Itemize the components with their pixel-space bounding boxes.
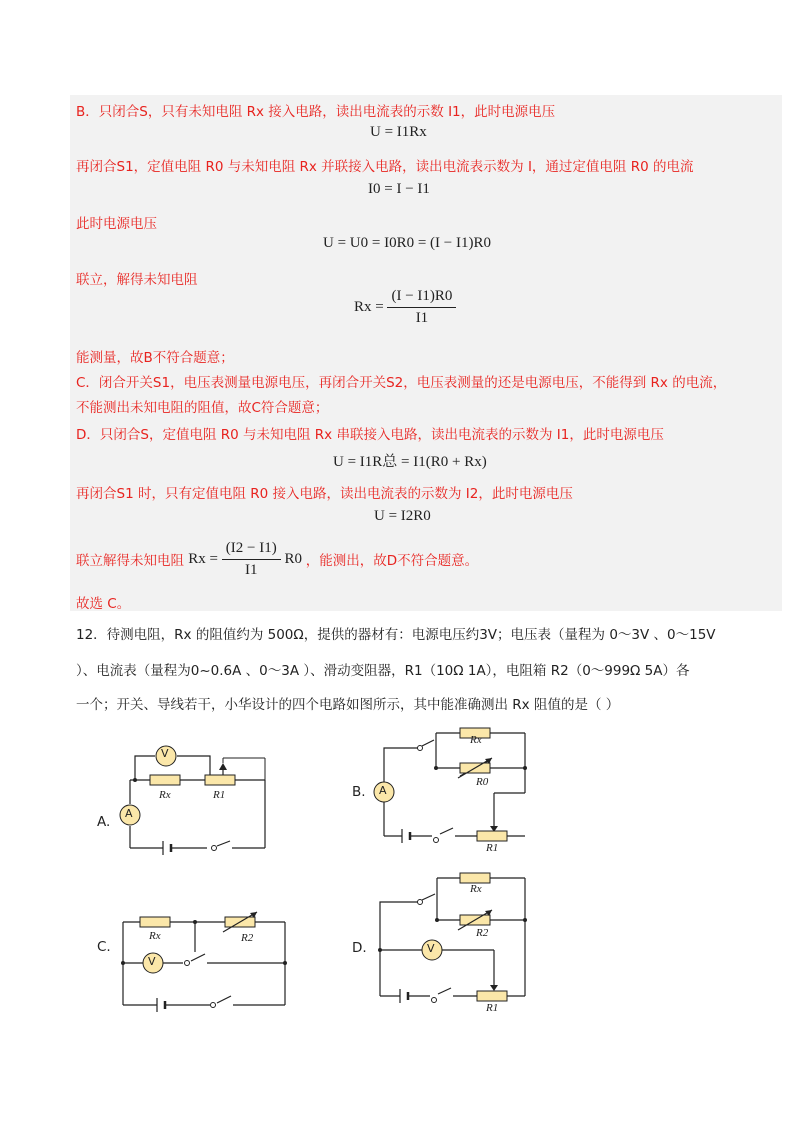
solution-d-combine-pre: 联立解得未知电阻 [76,552,184,569]
solution-b-conclusion: 能测量，故B不符合题意； [76,350,234,366]
solution-b-intro: B．只闭合S，只有未知电阻 Rx 接入电路，读出电流表的示数 I1，此时电源电压 [76,104,556,120]
option-a-label: A. [97,814,111,830]
equation-b4-lhs: Rx = [354,299,384,315]
equation-d2: U = I2R0 [374,508,431,524]
rx-d-label: Rx [470,883,482,895]
equation-d3-lhs: Rx = [188,551,219,567]
circuit-c [95,905,295,1029]
solution-c-line2: 不能测出未知电阻的阻值，故C符合题意； [76,400,329,416]
question-line1: 12．待测电阻，Rx 的阻值约为 500Ω，提供的器材有：电源电压约3V；电压表（量程为 0～3V 、0～15V [76,627,716,643]
voltmeter-d-label: V [427,942,435,955]
circuit-a-diagram [95,738,295,858]
circuit-c-diagram [95,905,295,1025]
equation-b4-numerator: (I − I1)R0 [387,288,456,308]
solution-d-intro: D．只闭合S，定值电阻 R0 与未知电阻 Rx 串联接入电路，读出电流表的示数为 I1，此时电源电压 [76,427,664,443]
voltmeter-a-label: V [161,747,169,760]
voltmeter-c-label: V [148,955,156,968]
option-c-label: C. [97,939,111,955]
equation-b1: U = I1Rx [370,124,427,140]
ammeter-a-label: A [125,807,133,820]
circuit-b [350,718,550,862]
equation-d3-denominator: I1 [244,562,258,578]
r2-c-label: R2 [241,932,254,944]
solution-d-combine [76,540,478,579]
equation-d1: U = I1R总 = I1(R0 + Rx) [333,454,487,470]
question-line3: 一个；开关、导线若干，小华设计的四个电路如图所示，其中能准确测出 Rx 阻值的是（ ） [76,697,620,713]
equation-b4-fraction [387,288,456,327]
equation-d3-numerator: (I2 − I1) [222,540,281,560]
option-b-label: B. [352,784,366,800]
equation-b4-denominator: I1 [415,310,429,326]
r2-d-label: R2 [476,927,489,939]
rx-a-label: Rx [159,789,171,801]
solution-d-then: 再闭合S1 时，只有定值电阻 R0 接入电路，读出电流表的示数为 I2，此时电源电压 [76,486,573,502]
equation-b2: I0 = I − I1 [368,181,430,197]
equation-d3 [188,540,305,578]
r1-b-label: R1 [486,842,499,854]
circuit-d [350,866,550,1020]
option-d-label: D. [352,940,367,956]
rx-b-label: Rx [470,734,482,746]
r1-d-label: R1 [486,1002,499,1014]
question-line2: ）、电流表（量程为0~0.6A 、0～3A ）、滑动变阻器，R1（10Ω 1A），电阻箱 R2（0～999Ω 5A）各 [76,663,690,679]
solution-b-then: 再闭合S1，定值电阻 R0 与未知电阻 Rx 并联接入电路，读出电流表示数为 I，通过定值电阻 R0 的电流 [76,159,694,175]
solution-b-combine: 联立，解得未知电阻 [76,272,198,288]
equation-d3-fraction [222,540,281,579]
solution-answer: 故选 C。 [76,596,131,612]
rx-c-label: Rx [149,930,161,942]
equation-b3: U = U0 = I0R0 = (I − I1)R0 [323,235,491,251]
equation-d3-tail: R0 [284,551,302,567]
solution-d-combine-post: ，能测出，故D不符合题意。 [305,552,479,569]
r0-b-label: R0 [476,776,489,788]
equation-b4 [354,288,456,327]
solution-b-voltage: 此时电源电压 [76,216,157,232]
circuit-d-diagram [350,866,550,1016]
r1-a-label: R1 [213,789,226,801]
solution-c-line1: C．闭合开关S1，电压表测量电源电压，再闭合开关S2，电压表测量的还是电源电压，不能得到 Rx 的电流， [76,375,727,391]
circuit-a [95,738,295,862]
ammeter-b-label: A [379,784,387,797]
